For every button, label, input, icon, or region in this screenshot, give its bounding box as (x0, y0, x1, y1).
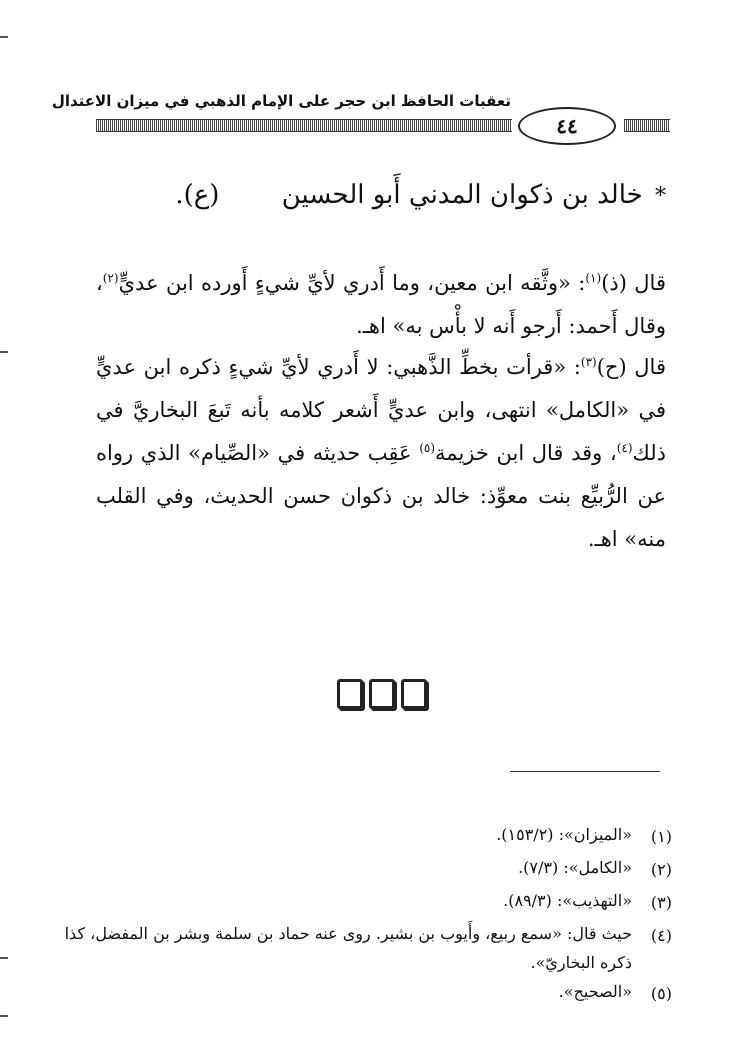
scan-mark (0, 957, 8, 959)
footnote (62, 853, 672, 886)
scan-mark (0, 36, 8, 38)
asterisk-icon: * (655, 184, 666, 209)
entry-name: خالد بن ذكوان المدني أَبو الحسين (281, 180, 643, 210)
running-title: تعقبات الحافظ ابن حجر على الإمام الذهبي في ميزان الاعتدال (51, 92, 511, 110)
scan-mark (0, 1015, 8, 1017)
footnote-text: «الصحيح». (558, 982, 632, 1001)
paragraph-text: : «قرأت بخطِّ الذَّهبي: لا أَدري لأيِّ شيءٍ ذكره ابن عديٍّ في «الكامل» انتهى، وابن عديٍّ أَشعر كلامه بأنه تَبعَ البخاريَّ في ذلك (96, 355, 666, 465)
paragraph-text: : «وثَّقه ابن معين، وما أَدري لأيِّ شيءٍ أَورده ابن عديٍّ (118, 271, 586, 295)
footnote (62, 820, 672, 853)
footnote-text: «الميزان»: (١٥٣/٢). (496, 825, 632, 844)
header-rule-right (624, 119, 670, 132)
entry-heading (66, 180, 666, 210)
footnote-ref: (٣) (580, 355, 597, 369)
header-rule-left (96, 119, 512, 132)
ornament-box-icon (401, 679, 427, 709)
footnotes (62, 820, 672, 1010)
footnote (62, 919, 672, 977)
footnote-separator (510, 771, 660, 772)
footnote-ref: (٥) (419, 441, 436, 455)
footnote-number: (٢) (650, 860, 672, 879)
footnote-number: (٣) (650, 893, 672, 912)
footnote (62, 886, 672, 919)
footnote-number: (١) (650, 827, 672, 846)
page-number: ٤٤ (518, 107, 616, 145)
footnote-number: (٤) (650, 926, 672, 945)
paragraph-ibn-hajar (96, 346, 666, 561)
paragraph-dhahabi (96, 262, 666, 348)
scan-mark (0, 351, 8, 353)
footnote-ref: (٢) (102, 271, 119, 285)
footnote-ref: (٤) (616, 441, 633, 455)
paragraph-text: عَقِب حديثه في «الصِّيام» الذي رواه عن الرُّبيِّع بنت معوِّذ: خالد بن ذكوان حسن الحديث، وفي القلب منه» اهـ. (96, 441, 666, 551)
footnote-text: حيث قال: «سمع ربيع، وأَيوب بن بشير. روى عنه حماد بن سلمة وبشر بن المفضل، كذا ذكره البخاريّ». (64, 924, 632, 972)
paragraph-text: ، وقد قال ابن خزيمة (435, 441, 617, 465)
footnote-number: (٥) (650, 984, 672, 1003)
paragraph-lead: قال (ح) (596, 355, 666, 379)
ornament-box-icon (337, 679, 363, 709)
section-ornament (337, 679, 427, 709)
ornament-box-icon (369, 679, 395, 709)
footnote-text: «التهذيب»: (٨٩/٣). (503, 891, 632, 910)
footnote-text: «الكامل»: (٧/٣). (518, 858, 632, 877)
entry-code: (ع). (175, 180, 220, 210)
paragraph-lead: قال (ذ) (601, 271, 666, 295)
paragraph-text: ، وقال أَحمد: أَرجو أَنه لا بأْس به» اهـ. (96, 271, 666, 338)
footnote (62, 977, 672, 1010)
footnote-ref: (١) (585, 271, 602, 285)
